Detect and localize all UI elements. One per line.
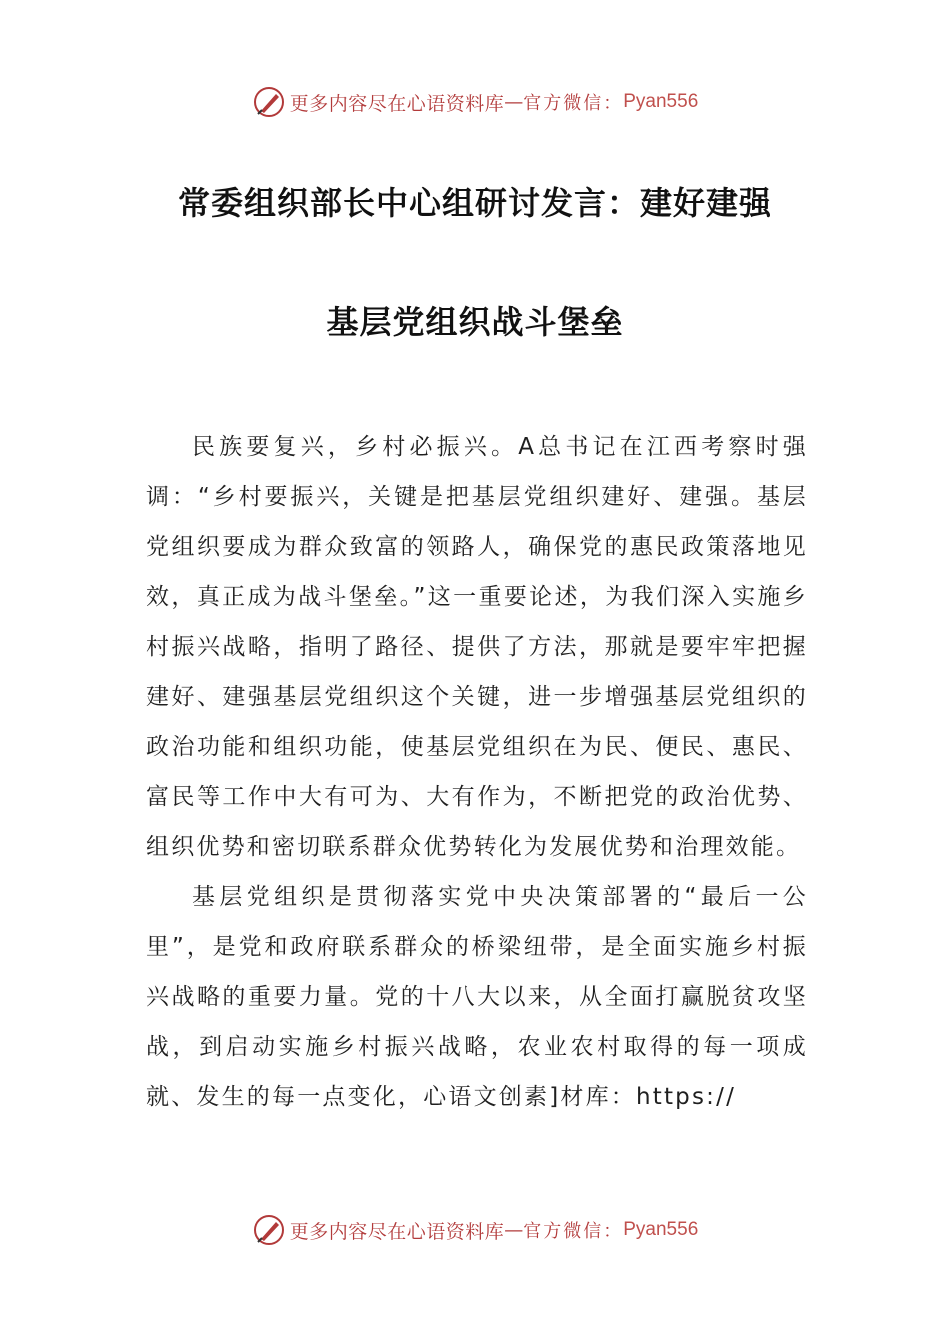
header-banner bbox=[0, 82, 950, 122]
document-title-line1: 常委组织部长中心组研讨发言：建好建强 bbox=[177, 184, 772, 222]
banner-wechat-label: 官方微信： bbox=[523, 1221, 624, 1242]
banner-dash: — bbox=[504, 91, 524, 113]
pen-logo-icon bbox=[252, 85, 286, 119]
banner-wechat-id: Pyan556 bbox=[623, 1219, 699, 1240]
paragraph-1: 民族要复兴，乡村必振兴。A总书记在江西考察时强调：“乡村要振兴，关键是把基层党组织建好、建强。基层党组织要成为群众致富的领路人，确保党的惠民政策落地见效，真正成为战斗堡垒。”这一重要论述，为我们深入实施乡村振兴战略，指明了路径、提供了方法，那就是要牢牢把握建好、建强基层党组织这个关键，进一步增强基层党组织的政治功能和组织功能，使基层党组织在为民、便民、惠民、富民等工作中大有可为、大有作为，不断把党的政治优势、组织优势和密切联系群众优势转化为发展优势和治理效能。 bbox=[146, 434, 808, 860]
document-title-line2: 基层党组织战斗堡垒 bbox=[326, 303, 624, 341]
banner-wechat-id: Pyan556 bbox=[623, 91, 699, 112]
document-body bbox=[146, 422, 808, 1122]
footer-banner bbox=[0, 1210, 950, 1250]
banner-text: 更多内容尽在心语资料库 bbox=[289, 1220, 505, 1243]
banner-dash: — bbox=[504, 1219, 524, 1241]
pen-logo-icon bbox=[252, 1213, 286, 1247]
banner-wechat-label: 官方微信： bbox=[523, 93, 624, 114]
paragraph-2: 基层党组织是贯彻落实党中央决策部署的“最后一公里”，是党和政府联系群众的桥梁纽带，是全面实施乡村振兴战略的重要力量。党的十八大以来，从全面打赢脱贫攻坚战，到启动实施乡村振兴战略，农业农村取得的每一项成就、发生的每一点变化，心语文创素]材库：https:// bbox=[146, 884, 808, 1110]
banner-text: 更多内容尽在心语资料库 bbox=[289, 92, 505, 115]
